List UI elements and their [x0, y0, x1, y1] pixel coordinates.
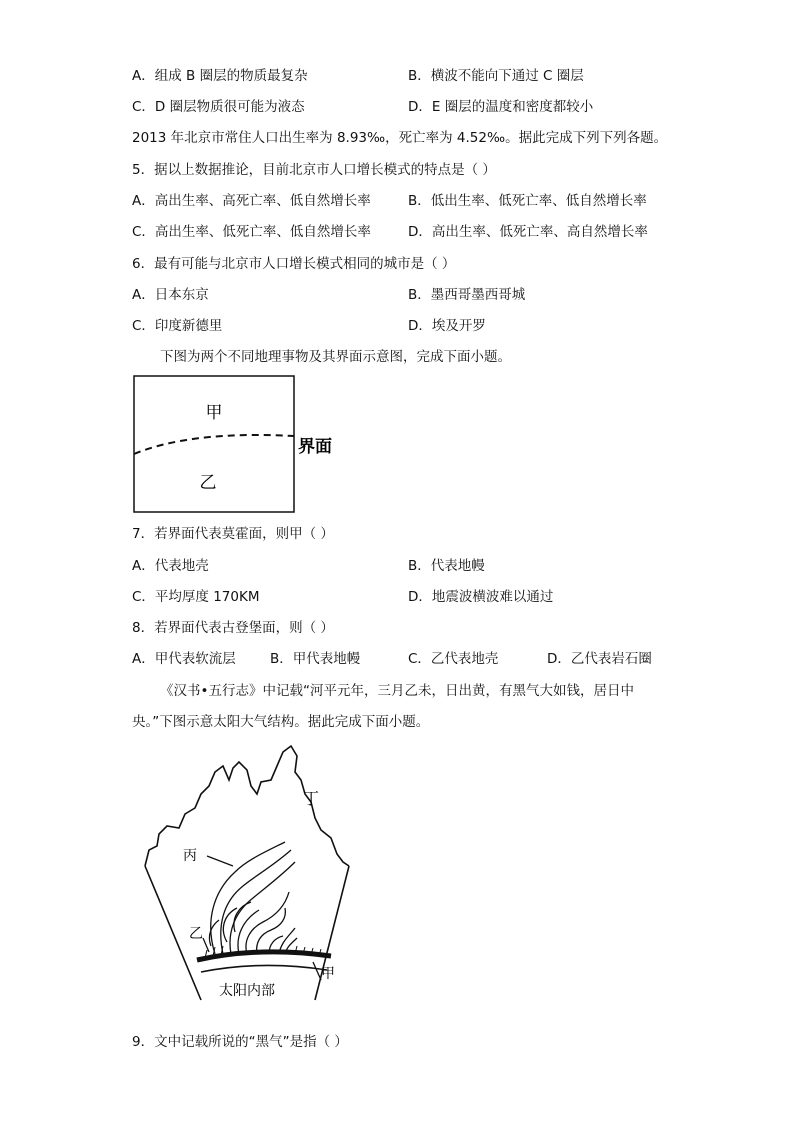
stem-hanshu-line1: 《汉书•五行志》中记载“河平元年，三月乙未，日出黄，有黑气大如钱，居日中	[160, 683, 634, 699]
q4-option-c: C．D 圈层物质很可能为液态	[132, 99, 305, 115]
q9-question: 9．文中记载所说的“黑气”是指（ ）	[132, 1034, 348, 1050]
q8-option-d: D．乙代表岩石圈	[547, 651, 652, 667]
q7-option-a: A．代表地壳	[132, 558, 209, 574]
stem-hanshu-line2: 央。”下图示意太阳大气结构。据此完成下面小题。	[132, 714, 430, 730]
interface-boundary-line	[134, 435, 294, 454]
photosphere-arc-inner	[201, 965, 327, 972]
prominence-flames	[209, 842, 297, 954]
sun-label-interior: 太阳内部	[219, 983, 275, 999]
q4-option-d: D．E 圈层的温度和密度都较小	[408, 99, 594, 115]
interface-label-jia: 甲	[205, 403, 223, 423]
interface-label-boundary: 界面	[298, 437, 332, 457]
sun-label-yi: 乙	[189, 926, 203, 942]
q7-option-d: D．地震波横波难以通过	[408, 589, 554, 605]
q7-question: 7．若界面代表莫霍面，则甲（ ）	[132, 526, 334, 542]
interface-figure	[128, 372, 348, 518]
arrow-bing	[207, 856, 233, 866]
sun-label-jia: 甲	[321, 966, 335, 982]
q6-option-a: A．日本东京	[132, 287, 209, 303]
q4-option-a: A．组成 B 圈层的物质最复杂	[132, 68, 308, 84]
q7-option-c: C．平均厚度 170KM	[132, 589, 260, 605]
sun-atmosphere-figure	[135, 742, 370, 1022]
stem-interface: 下图为两个不同地理事物及其界面示意图，完成下面小题。	[160, 349, 511, 365]
q8-option-c: C．乙代表地壳	[408, 651, 499, 667]
q5-option-b: B．低出生率、低死亡率、低自然增长率	[408, 193, 647, 209]
interface-label-yi: 乙	[199, 473, 217, 493]
q8-option-b: B．甲代表地幔	[270, 651, 361, 667]
q5-option-a: A．高出生率、高死亡率、低自然增长率	[132, 193, 371, 209]
sun-label-ding: 丁	[303, 789, 320, 808]
q8-question: 8．若界面代表古登堡面，则（ ）	[132, 620, 334, 636]
q7-option-b: B．代表地幔	[408, 558, 485, 574]
q5-option-d: D．高出生率、低死亡率、高自然增长率	[408, 224, 648, 240]
sun-label-bing: 丙	[183, 848, 197, 864]
q6-option-d: D．埃及开罗	[408, 318, 486, 334]
stem-population-2013: 2013 年北京市常住人口出生率为 8.93‰，死亡率为 4.52‰。据此完成下列下列各题。	[132, 130, 668, 146]
q8-option-a: A．甲代表软流层	[132, 651, 236, 667]
arrow-yi	[203, 938, 209, 952]
q5-option-c: C．高出生率、低死亡率、低自然增长率	[132, 224, 371, 240]
q4-option-b: B．横波不能向下通过 C 圈层	[408, 68, 584, 84]
photosphere-arc-outer	[197, 952, 331, 960]
q6-option-c: C．印度新德里	[132, 318, 223, 334]
arrow-jia	[313, 962, 321, 980]
q6-question: 6．最有可能与北京市人口增长模式相同的城市是（ ）	[132, 256, 456, 272]
q5-question: 5．据以上数据推论，目前北京市人口增长模式的特点是（ ）	[132, 162, 496, 178]
q6-option-b: B．墨西哥墨西哥城	[408, 287, 526, 303]
